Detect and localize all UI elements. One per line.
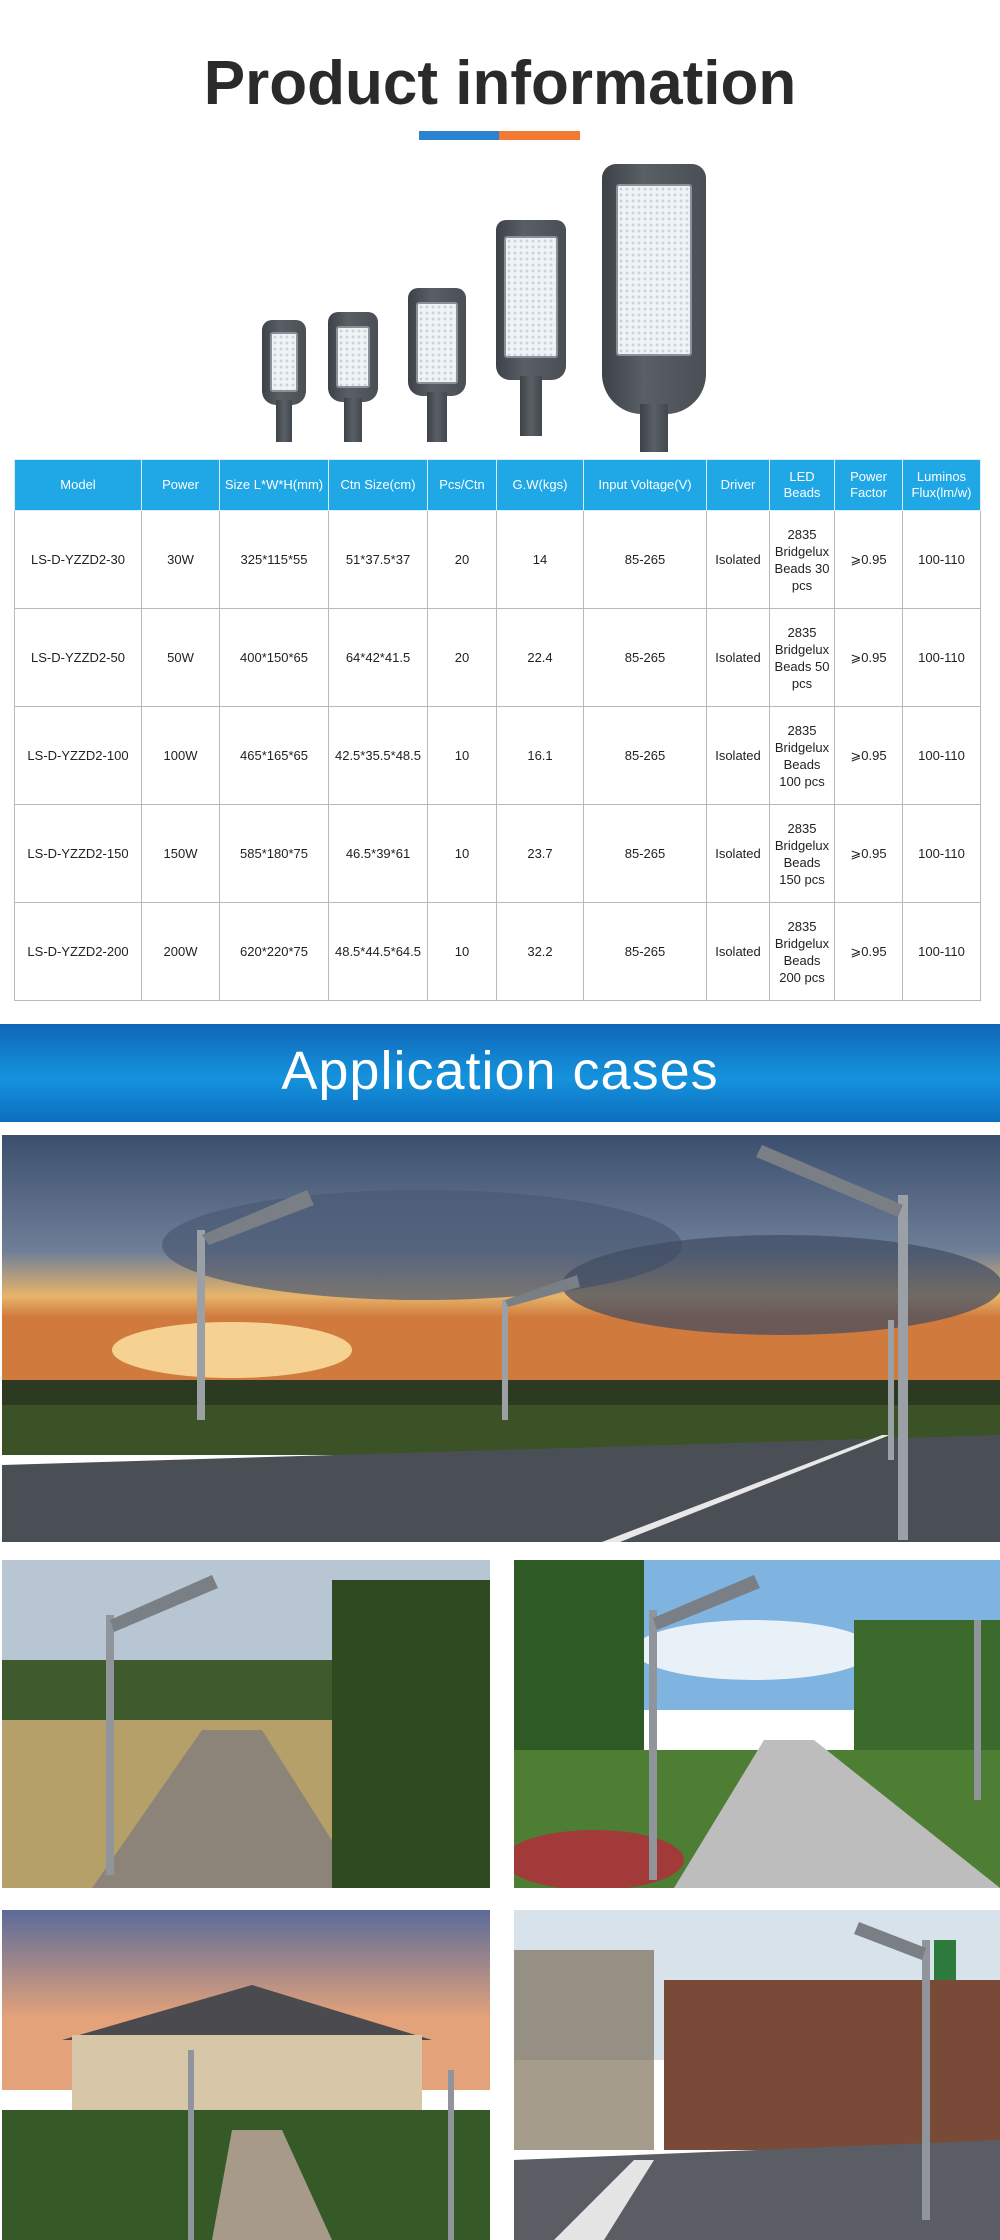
cell-pcs-ctn: 10 [428,903,497,1001]
cell-pcs-ctn: 20 [428,609,497,707]
col-driver: Driver [707,460,770,511]
cell-input-voltage: 85-265 [584,609,707,707]
photo-villa [2,1910,490,2240]
cell-driver: Isolated [707,903,770,1001]
cell-power: 30W [142,511,220,609]
cell-luminous-flux: 100-110 [903,903,981,1001]
cell-luminous-flux: 100-110 [903,805,981,903]
cell-led-beads: 2835 Bridgelux Beads 100 pcs [770,707,835,805]
photo-park-road [514,1560,1000,1888]
cell-led-beads: 2835 Bridgelux Beads 30 pcs [770,511,835,609]
cell-ctn-size: 46.5*39*61 [329,805,428,903]
cell-input-voltage: 85-265 [584,805,707,903]
col-luminous-flux: Luminos Flux(lm/w) [903,460,981,511]
cell-size: 325*115*55 [220,511,329,609]
col-power-factor: Power Factor [835,460,903,511]
col-ctn-size: Ctn Size(cm) [329,460,428,511]
cell-gw: 14 [497,511,584,609]
cell-model: LS-D-YZZD2-50 [15,609,142,707]
cell-power: 100W [142,707,220,805]
cell-ctn-size: 51*37.5*37 [329,511,428,609]
underline-orange [499,131,580,140]
cell-driver: Isolated [707,609,770,707]
col-model: Model [15,460,142,511]
application-title: Application cases [281,1041,719,1101]
product-lamps-image [0,160,1000,450]
cell-size: 400*150*65 [220,609,329,707]
cell-power-factor: ⩾0.95 [835,805,903,903]
table-row [15,707,981,805]
table-row [15,903,981,1001]
table-header-row [15,460,981,511]
title-underline [419,131,580,140]
cell-driver: Isolated [707,707,770,805]
cell-led-beads: 2835 Bridgelux Beads 150 pcs [770,805,835,903]
cell-power-factor: ⩾0.95 [835,511,903,609]
cell-ctn-size: 64*42*41.5 [329,609,428,707]
cell-input-voltage: 85-265 [584,511,707,609]
cell-driver: Isolated [707,511,770,609]
cell-pcs-ctn: 20 [428,511,497,609]
cell-ctn-size: 42.5*35.5*48.5 [329,707,428,805]
page-title: Product information [203,49,797,118]
table-row [15,511,981,609]
cell-size: 465*165*65 [220,707,329,805]
cell-power: 150W [142,805,220,903]
cell-gw: 16.1 [497,707,584,805]
col-input-voltage: Input Voltage(V) [584,460,707,511]
cell-driver: Isolated [707,805,770,903]
cell-led-beads: 2835 Bridgelux Beads 50 pcs [770,609,835,707]
cell-gw: 22.4 [497,609,584,707]
cell-power-factor: ⩾0.95 [835,609,903,707]
cell-pcs-ctn: 10 [428,805,497,903]
col-gw: G.W(kgs) [497,460,584,511]
photo-sunset-road [2,1135,1000,1542]
col-led-beads: LED Beads [770,460,835,511]
cell-luminous-flux: 100-110 [903,609,981,707]
cell-led-beads: 2835 Bridgelux Beads 200 pcs [770,903,835,1001]
cell-model: LS-D-YZZD2-30 [15,511,142,609]
cell-size: 585*180*75 [220,805,329,903]
col-power: Power [142,460,220,511]
col-pcs-ctn: Pcs/Ctn [428,460,497,511]
cell-luminous-flux: 100-110 [903,511,981,609]
cell-size: 620*220*75 [220,903,329,1001]
cell-ctn-size: 48.5*44.5*64.5 [329,903,428,1001]
cell-pcs-ctn: 10 [428,707,497,805]
photo-country-road [2,1560,490,1888]
cell-model: LS-D-YZZD2-100 [15,707,142,805]
cell-model: LS-D-YZZD2-200 [15,903,142,1001]
cell-input-voltage: 85-265 [584,903,707,1001]
cell-gw: 32.2 [497,903,584,1001]
cell-gw: 23.7 [497,805,584,903]
cell-luminous-flux: 100-110 [903,707,981,805]
cell-power-factor: ⩾0.95 [835,903,903,1001]
photo-town-street [514,1910,1000,2240]
table-row [15,805,981,903]
col-size: Size L*W*H(mm) [220,460,329,511]
cell-power-factor: ⩾0.95 [835,707,903,805]
cell-power: 50W [142,609,220,707]
underline-blue [419,131,499,140]
cell-input-voltage: 85-265 [584,707,707,805]
table-row [15,609,981,707]
spec-table [14,459,981,1001]
cell-power: 200W [142,903,220,1001]
cell-model: LS-D-YZZD2-150 [15,805,142,903]
